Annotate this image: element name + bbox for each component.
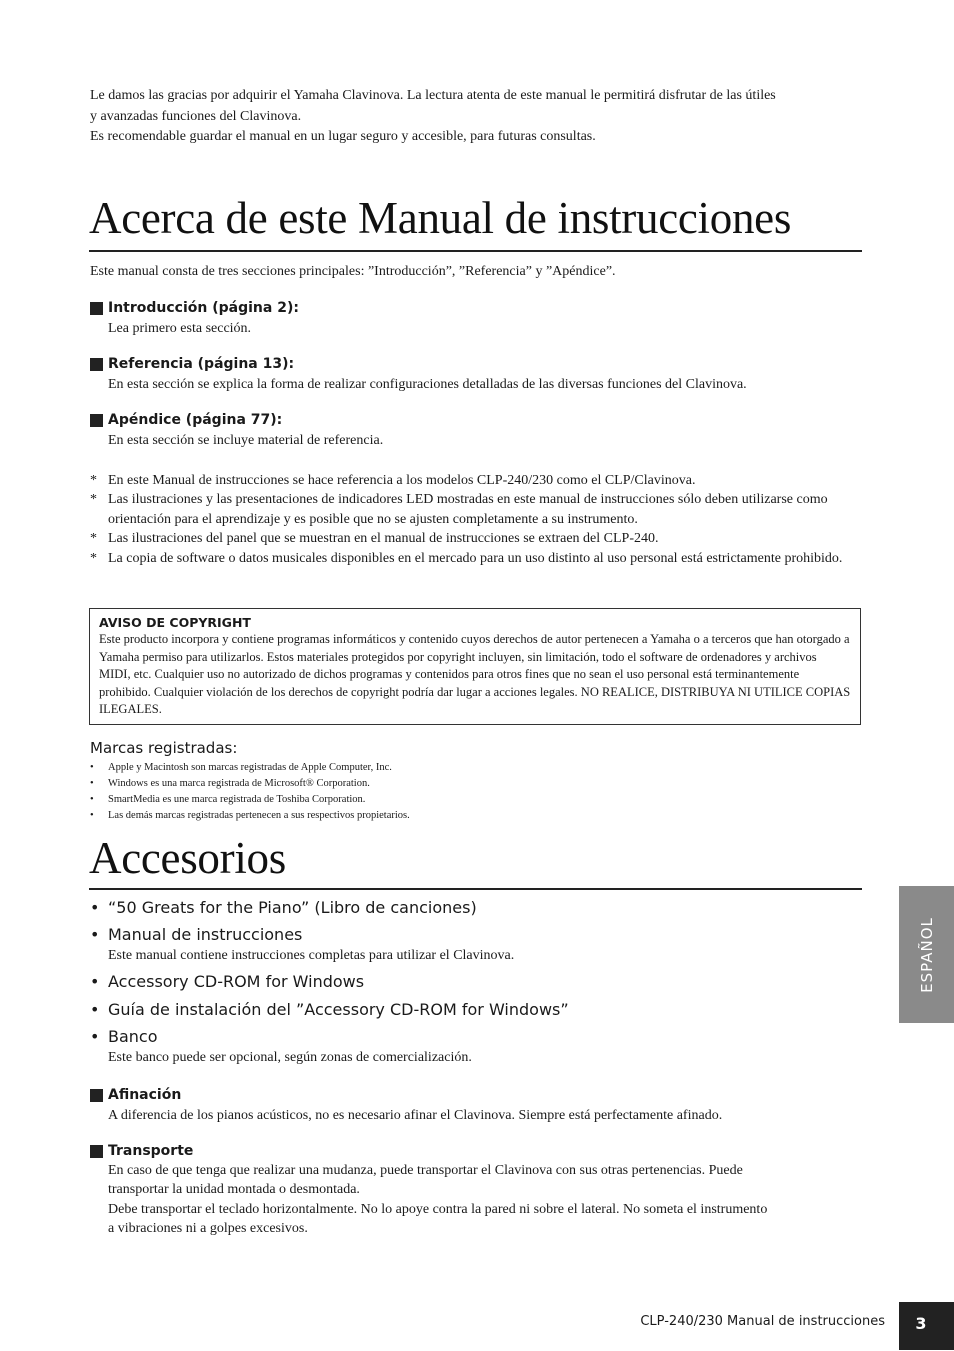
copyright-notice-box xyxy=(89,608,861,725)
transporte-body xyxy=(108,1161,767,1239)
note-text: En este Manual de instrucciones se hace referencia a los modelos CLP-240/230 como el CLP/Clavinova. xyxy=(108,473,696,488)
accessory-item xyxy=(90,1026,870,1048)
note-item xyxy=(90,471,860,490)
transporte-heading xyxy=(90,1142,193,1160)
section-heading-referencia xyxy=(90,355,294,373)
section-heading-text: Introducción (página 2): xyxy=(108,300,299,316)
asterisk-marker: * xyxy=(90,473,97,488)
accessory-item xyxy=(90,897,870,919)
afinacion-body: A diferencia de los pianos acústicos, no es necesario afinar el Clavinova. Siempre está perfectamente afinado. xyxy=(108,1108,723,1123)
bullet-dot: • xyxy=(90,794,94,805)
section-heading-text: Transporte xyxy=(108,1143,194,1159)
trademark-text: Apple y Macintosh son marcas registradas de Apple Computer, Inc. xyxy=(108,762,392,773)
transporte-line: En caso de que tenga que realizar una mudanza, puede transportar el Clavinova con sus otras pertenencias. Puede xyxy=(108,1163,743,1178)
square-bullet-icon xyxy=(90,302,103,315)
manual-lead: Este manual consta de tres secciones principales: ”Introducción”, ”Referencia” y ”Apéndice”. xyxy=(90,264,616,279)
accessory-entry xyxy=(90,897,870,919)
asterisk-marker: * xyxy=(90,531,97,547)
section-heading-text: Apéndice (página 77): xyxy=(108,412,283,428)
copyright-text: Este producto incorpora y contiene programas informáticos y contenido cuyos derechos de autor pertenecen a Yamaha o a terceros que han otorgado a Yamaha permiso para utilizarlos. Estos materiales protegidos por copyright incluyen, sin limitación, todo el software de ordenadores y archivos MIDI, etc. Cualquier uso no autorizado de dichos programas y contenidos para otros fines que no sean el uso personal está terminantemente prohibido. Cualquier violación de los derechos de copyright podría dar lugar a acciones legales. NO REALICE, DISTRIBUYA NI UTILICE COPIAS ILEGALES. xyxy=(99,632,851,717)
square-bullet-icon xyxy=(90,414,103,427)
bullet-dot: • xyxy=(90,1027,100,1046)
square-bullet-icon xyxy=(90,358,103,371)
note-text: Las ilustraciones del panel que se muestran en el manual de instrucciones se extraen del CLP-240. xyxy=(108,531,659,547)
accessory-label: Banco xyxy=(108,1027,158,1046)
bullet-dot: • xyxy=(90,778,94,789)
title-rule xyxy=(89,250,862,252)
section-body: En esta sección se incluye material de referencia. xyxy=(108,433,384,448)
accessory-label: Guía de instalación del ”Accessory CD-ROM for Windows” xyxy=(108,1000,569,1019)
accessory-entry xyxy=(90,1026,870,1067)
asterisk-marker: * xyxy=(90,550,97,566)
trademark-text: Windows es una marca registrada de Microsoft® Corporation. xyxy=(108,778,370,789)
accessory-entry xyxy=(90,971,870,993)
intro-line: y avanzadas funciones del Clavinova. xyxy=(90,108,302,124)
trademarks-title: Marcas registradas: xyxy=(90,739,238,757)
footer-manual-title: CLP-240/230 Manual de instrucciones xyxy=(640,1314,885,1329)
square-bullet-icon xyxy=(90,1145,103,1158)
section-body: Lea primero esta sección. xyxy=(108,321,252,336)
intro-line: Es recomendable guardar el manual en un lugar seguro y accesible, para futuras consultas. xyxy=(90,129,596,144)
trademarks-list xyxy=(90,760,410,824)
copyright-title: AVISO DE COPYRIGHT xyxy=(99,615,251,630)
accessory-item xyxy=(90,924,870,946)
note-item xyxy=(90,549,860,568)
trademark-item xyxy=(90,760,410,776)
section-heading-text: Referencia (página 13): xyxy=(108,356,295,372)
notes-list xyxy=(90,471,860,568)
section-heading-text: Afinación xyxy=(108,1087,182,1103)
manual-section-title: Acerca de este Manual de instrucciones xyxy=(89,193,792,243)
accessory-entry xyxy=(90,924,870,965)
section-heading-introduccion xyxy=(90,299,299,317)
intro-line: Le damos las gracias por adquirir el Yamaha Clavinova. La lectura atenta de este manual le permitirá disfrutar de las útiles xyxy=(90,88,776,103)
transporte-line: a vibraciones ni a golpes excesivos. xyxy=(108,1221,308,1237)
page-number-box xyxy=(899,1302,954,1350)
trademark-text: Las demás marcas registradas pertenecen a sus respectivos propietarios. xyxy=(108,810,410,821)
language-tab-label: ESPAÑOL xyxy=(917,916,936,993)
note-item xyxy=(90,529,860,548)
trademark-item xyxy=(90,792,410,808)
accessory-label: Accessory CD-ROM for Windows xyxy=(108,972,365,991)
accessories-title: Accesorios xyxy=(89,833,286,883)
accessory-item xyxy=(90,999,870,1021)
bullet-dot: • xyxy=(90,925,100,944)
accessory-description: Este banco puede ser opcional, según zonas de comercialización. xyxy=(108,1050,472,1065)
section-heading-apendice xyxy=(90,411,282,429)
bullet-dot: • xyxy=(90,810,94,821)
bullet-dot: • xyxy=(90,1000,100,1019)
accessory-description: Este manual contiene instrucciones completas para utilizar el Clavinova. xyxy=(108,948,515,963)
trademark-item xyxy=(90,776,410,792)
bullet-dot: • xyxy=(90,762,94,773)
asterisk-marker: * xyxy=(90,492,97,508)
accessory-label: Manual de instrucciones xyxy=(108,925,303,944)
language-side-tab xyxy=(899,886,954,1023)
intro-paragraph xyxy=(90,86,870,148)
title-rule xyxy=(89,888,862,890)
note-text: La copia de software o datos musicales disponibles en el mercado para un uso distinto al uso personal está estrictamente prohibido. xyxy=(108,550,843,566)
bullet-dot: • xyxy=(90,898,100,917)
trademark-item xyxy=(90,808,410,824)
section-body: En esta sección se explica la forma de realizar configuraciones detalladas de las diversas funciones del Clavinova. xyxy=(108,377,747,392)
accessory-entry xyxy=(90,999,870,1021)
accessory-label: “50 Greats for the Piano” (Libro de canciones) xyxy=(108,898,477,917)
accessories-list xyxy=(90,897,870,1067)
bullet-dot: • xyxy=(90,972,100,991)
afinacion-heading xyxy=(90,1086,181,1104)
accessory-item xyxy=(90,971,870,993)
page-number: 3 xyxy=(915,1314,927,1333)
note-item xyxy=(90,490,860,529)
square-bullet-icon xyxy=(90,1089,103,1102)
note-text: Las ilustraciones y las presentaciones de indicadores LED mostradas en este manual de instrucciones sólo deben utilizarse como orientación para el aprendizaje y es posible que no se ajusten completamente a su instrumento. xyxy=(108,492,828,527)
trademark-text: SmartMedia es une marca registrada de Toshiba Corporation. xyxy=(108,794,366,805)
transporte-line: transportar la unidad montada o desmontada. xyxy=(108,1182,360,1198)
transporte-line: Debe transportar el teclado horizontalmente. No lo apoye contra la pared ni sobre el lateral. No someta el instrumento xyxy=(108,1201,768,1217)
